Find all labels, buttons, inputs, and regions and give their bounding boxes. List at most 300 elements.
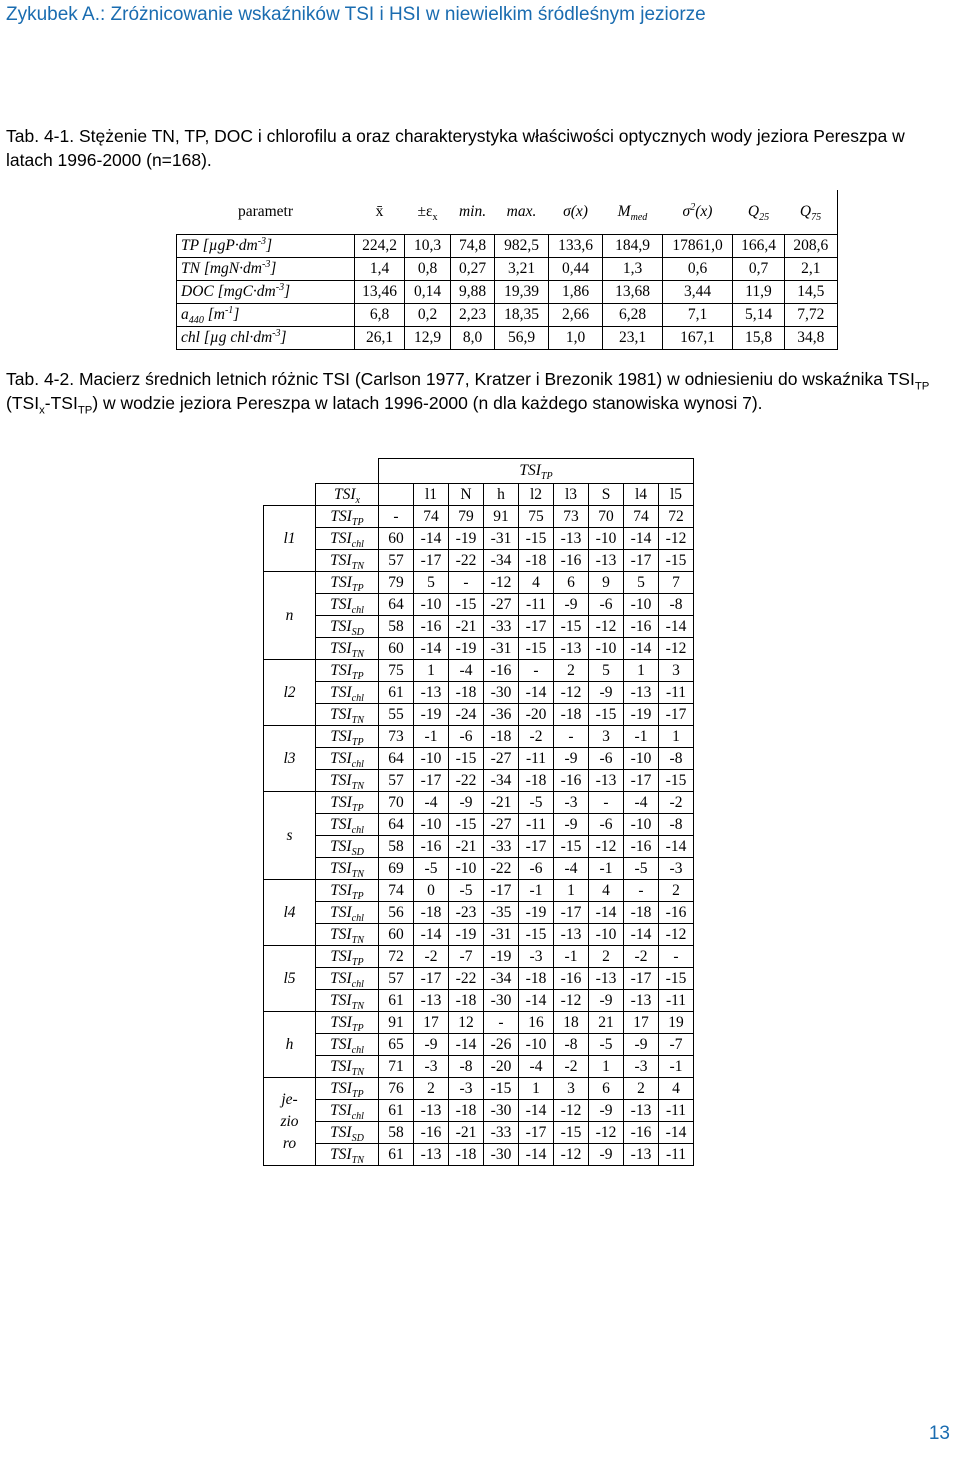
table-2-row bbox=[264, 660, 694, 682]
matrix-value: -17 bbox=[624, 550, 659, 572]
matrix-value: -21 bbox=[449, 836, 484, 858]
matrix-value: 61 bbox=[379, 682, 414, 704]
tsi-index-label: $TSI_{chl}$ bbox=[316, 594, 379, 616]
matrix-value: 9 bbox=[589, 572, 624, 594]
station-label: l1 bbox=[264, 506, 316, 572]
table-2-row bbox=[264, 1056, 694, 1078]
matrix-value: -9 bbox=[589, 682, 624, 704]
matrix-value: -15 bbox=[519, 638, 554, 660]
tsi-index-label: $TSI_{TP}$ bbox=[316, 1012, 379, 1034]
table-1-caption: Tab. 4-1. Stężenie TN, TP, DOC i chlorofilu a oraz charakterystyka właściwości optycznych wody jeziora Pereszpa w latach 1996-2000 (n=168). bbox=[6, 126, 905, 170]
table-1-row bbox=[177, 327, 838, 350]
station-label: n bbox=[264, 572, 316, 660]
matrix-value: -17 bbox=[624, 968, 659, 990]
matrix-value: -18 bbox=[484, 726, 519, 748]
matrix-value: -11 bbox=[659, 1144, 694, 1166]
table-2-row bbox=[264, 792, 694, 814]
matrix-value: - bbox=[659, 946, 694, 968]
column-header-tsi-x: $TSI_x$ bbox=[316, 484, 379, 506]
matrix-value: 17 bbox=[624, 1012, 659, 1034]
matrix-value: -17 bbox=[659, 704, 694, 726]
matrix-value: 70 bbox=[589, 506, 624, 528]
matrix-value: -20 bbox=[519, 704, 554, 726]
matrix-value: 74 bbox=[379, 880, 414, 902]
matrix-value: -2 bbox=[519, 726, 554, 748]
matrix-value: -15 bbox=[554, 616, 589, 638]
matrix-value: 6 bbox=[554, 572, 589, 594]
matrix-value: -12 bbox=[554, 1144, 589, 1166]
matrix-value: 60 bbox=[379, 638, 414, 660]
matrix-value: -14 bbox=[659, 836, 694, 858]
matrix-value: -19 bbox=[519, 902, 554, 924]
matrix-value: -15 bbox=[449, 594, 484, 616]
value-cell: 6,8 bbox=[355, 304, 405, 327]
matrix-value: -33 bbox=[484, 616, 519, 638]
tsi-index-label: $TSI_{TP}$ bbox=[316, 506, 379, 528]
matrix-value: -16 bbox=[554, 550, 589, 572]
table-1 bbox=[176, 190, 838, 350]
matrix-value: 3 bbox=[589, 726, 624, 748]
matrix-value: -19 bbox=[449, 528, 484, 550]
matrix-value: -16 bbox=[414, 836, 449, 858]
matrix-value: -18 bbox=[519, 968, 554, 990]
tsi-index-label: $TSI_{TP}$ bbox=[316, 946, 379, 968]
header-min: min. bbox=[458, 203, 487, 220]
table-2-row bbox=[264, 880, 694, 902]
matrix-value: 2 bbox=[659, 880, 694, 902]
matrix-value: -11 bbox=[659, 1100, 694, 1122]
value-cell: 166,4 bbox=[733, 235, 785, 258]
table-1-row bbox=[177, 304, 838, 327]
matrix-value: 1 bbox=[624, 660, 659, 682]
tsi-index-label: $TSI_{TP}$ bbox=[316, 726, 379, 748]
value-cell: 7,1 bbox=[663, 304, 733, 327]
matrix-value: -1 bbox=[624, 726, 659, 748]
matrix-value: 76 bbox=[379, 1078, 414, 1100]
value-cell: 1,0 bbox=[549, 327, 603, 350]
table-2-body bbox=[264, 459, 694, 1166]
matrix-value: -12 bbox=[659, 638, 694, 660]
matrix-value: 91 bbox=[484, 506, 519, 528]
matrix-value: -2 bbox=[554, 1056, 589, 1078]
matrix-value: -9 bbox=[554, 594, 589, 616]
matrix-value: -1 bbox=[589, 858, 624, 880]
tsi-index-label: $TSI_{TN}$ bbox=[316, 924, 379, 946]
matrix-value: -2 bbox=[624, 946, 659, 968]
matrix-value: -14 bbox=[519, 1100, 554, 1122]
value-cell: 18,35 bbox=[495, 304, 549, 327]
table-2-row bbox=[264, 902, 694, 924]
matrix-value: -4 bbox=[414, 792, 449, 814]
value-cell: 17861,0 bbox=[663, 235, 733, 258]
value-cell: 13,68 bbox=[603, 281, 663, 304]
matrix-value: 75 bbox=[379, 660, 414, 682]
matrix-value: -6 bbox=[449, 726, 484, 748]
matrix-value: -4 bbox=[519, 1056, 554, 1078]
matrix-value: -13 bbox=[624, 682, 659, 704]
table-1-body bbox=[177, 235, 838, 350]
matrix-value: -10 bbox=[519, 1034, 554, 1056]
matrix-value: -5 bbox=[519, 792, 554, 814]
matrix-value: 5 bbox=[414, 572, 449, 594]
table-2-row bbox=[264, 1100, 694, 1122]
matrix-value: -15 bbox=[659, 968, 694, 990]
header-error: $\pm\varepsilon_x$ bbox=[417, 203, 438, 224]
matrix-value: -10 bbox=[589, 924, 624, 946]
matrix-value: -18 bbox=[554, 704, 589, 726]
matrix-value: 4 bbox=[659, 1078, 694, 1100]
matrix-value: -22 bbox=[449, 770, 484, 792]
matrix-value: -13 bbox=[554, 924, 589, 946]
tsi-index-label: $TSI_{TP}$ bbox=[316, 572, 379, 594]
matrix-value: -16 bbox=[484, 660, 519, 682]
value-cell: 34,8 bbox=[785, 327, 838, 350]
value-cell: 1,4 bbox=[355, 258, 405, 281]
matrix-value: -16 bbox=[624, 836, 659, 858]
column-header: l4 bbox=[624, 484, 659, 506]
table-2-row bbox=[264, 726, 694, 748]
matrix-value: -7 bbox=[659, 1034, 694, 1056]
matrix-value: 58 bbox=[379, 836, 414, 858]
matrix-value: 2 bbox=[624, 1078, 659, 1100]
matrix-value: -13 bbox=[589, 550, 624, 572]
header-q25: $Q_{25}$ bbox=[747, 203, 770, 224]
matrix-value: -4 bbox=[554, 858, 589, 880]
matrix-value: -15 bbox=[554, 1122, 589, 1144]
matrix-value: -17 bbox=[519, 616, 554, 638]
value-cell: 6,28 bbox=[603, 304, 663, 327]
matrix-value: -27 bbox=[484, 748, 519, 770]
matrix-value: -10 bbox=[414, 594, 449, 616]
tsi-index-label: $TSI_{chl}$ bbox=[316, 748, 379, 770]
table-2-row bbox=[264, 770, 694, 792]
matrix-value: -16 bbox=[624, 616, 659, 638]
table-1-row bbox=[177, 258, 838, 281]
matrix-value: 57 bbox=[379, 770, 414, 792]
value-cell: 23,1 bbox=[603, 327, 663, 350]
matrix-value: -22 bbox=[449, 550, 484, 572]
matrix-value: -23 bbox=[449, 902, 484, 924]
matrix-value: -12 bbox=[659, 528, 694, 550]
value-cell: 15,8 bbox=[733, 327, 785, 350]
matrix-value: - bbox=[624, 880, 659, 902]
matrix-value: 72 bbox=[379, 946, 414, 968]
param-cell: DOC $[mgC\cdot dm^{-3}]$ bbox=[177, 281, 355, 304]
matrix-value: -33 bbox=[484, 836, 519, 858]
matrix-value: -14 bbox=[519, 1144, 554, 1166]
matrix-value: -14 bbox=[449, 1034, 484, 1056]
matrix-value: -10 bbox=[414, 748, 449, 770]
matrix-value: -3 bbox=[449, 1078, 484, 1100]
matrix-value: -15 bbox=[449, 748, 484, 770]
matrix-value: 17 bbox=[414, 1012, 449, 1034]
top-header-tsi-tp: $TSI_{TP}$ bbox=[379, 459, 694, 484]
matrix-value: -33 bbox=[484, 1122, 519, 1144]
matrix-value: -12 bbox=[659, 924, 694, 946]
matrix-value: -8 bbox=[449, 1056, 484, 1078]
matrix-value: -15 bbox=[554, 836, 589, 858]
matrix-value: -5 bbox=[624, 858, 659, 880]
matrix-value: -15 bbox=[519, 528, 554, 550]
matrix-value: -15 bbox=[589, 704, 624, 726]
matrix-value: -30 bbox=[484, 1144, 519, 1166]
tsi-index-label: $TSI_{chl}$ bbox=[316, 902, 379, 924]
matrix-value: 5 bbox=[589, 660, 624, 682]
column-header: N bbox=[449, 484, 484, 506]
matrix-value: -14 bbox=[589, 902, 624, 924]
value-cell: 0,2 bbox=[405, 304, 451, 327]
matrix-value: - bbox=[554, 726, 589, 748]
matrix-value: -21 bbox=[449, 1122, 484, 1144]
value-cell: 74,8 bbox=[451, 235, 495, 258]
value-cell: 208,6 bbox=[785, 235, 838, 258]
header-median: $M_{med}$ bbox=[617, 203, 648, 224]
matrix-value: - bbox=[484, 1012, 519, 1034]
table-1-header-row bbox=[177, 190, 838, 235]
value-cell: 184,9 bbox=[603, 235, 663, 258]
matrix-value: -26 bbox=[484, 1034, 519, 1056]
table-2-row bbox=[264, 682, 694, 704]
matrix-value: 3 bbox=[554, 1078, 589, 1100]
value-cell: 2,66 bbox=[549, 304, 603, 327]
table-2 bbox=[263, 458, 694, 1166]
matrix-value: 19 bbox=[659, 1012, 694, 1034]
matrix-value: -3 bbox=[414, 1056, 449, 1078]
matrix-value: -17 bbox=[414, 770, 449, 792]
matrix-value: -3 bbox=[554, 792, 589, 814]
matrix-value: -17 bbox=[414, 550, 449, 572]
matrix-value: -15 bbox=[484, 1078, 519, 1100]
value-cell: 982,5 bbox=[495, 235, 549, 258]
matrix-value: 70 bbox=[379, 792, 414, 814]
matrix-value: -9 bbox=[554, 748, 589, 770]
tsi-index-label: $TSI_{chl}$ bbox=[316, 814, 379, 836]
table-2-row bbox=[264, 638, 694, 660]
matrix-value: 65 bbox=[379, 1034, 414, 1056]
matrix-value: - bbox=[589, 792, 624, 814]
matrix-value: -27 bbox=[484, 814, 519, 836]
station-label: l3 bbox=[264, 726, 316, 792]
matrix-value: -13 bbox=[554, 528, 589, 550]
matrix-value: 58 bbox=[379, 1122, 414, 1144]
station-label: je- zio ro bbox=[264, 1078, 316, 1166]
matrix-value: -13 bbox=[414, 1100, 449, 1122]
station-label: l4 bbox=[264, 880, 316, 946]
matrix-value: -9 bbox=[449, 792, 484, 814]
table-2-row bbox=[264, 704, 694, 726]
matrix-value: -12 bbox=[589, 1122, 624, 1144]
matrix-value: 91 bbox=[379, 1012, 414, 1034]
value-cell: 11,9 bbox=[733, 281, 785, 304]
matrix-value: -10 bbox=[589, 528, 624, 550]
matrix-value: -3 bbox=[519, 946, 554, 968]
matrix-value: -16 bbox=[414, 1122, 449, 1144]
value-cell: 167,1 bbox=[663, 327, 733, 350]
matrix-value: 71 bbox=[379, 1056, 414, 1078]
matrix-value: - bbox=[449, 572, 484, 594]
matrix-value: -10 bbox=[414, 814, 449, 836]
tsi-index-label: $TSI_{SD}$ bbox=[316, 616, 379, 638]
matrix-value: -1 bbox=[519, 880, 554, 902]
matrix-value: 2 bbox=[589, 946, 624, 968]
matrix-value: -13 bbox=[589, 770, 624, 792]
header-variance: $\sigma^2(x)$ bbox=[682, 201, 713, 220]
matrix-value: -30 bbox=[484, 1100, 519, 1122]
matrix-value: -30 bbox=[484, 990, 519, 1012]
table-2-row bbox=[264, 836, 694, 858]
matrix-value: 64 bbox=[379, 594, 414, 616]
matrix-value: 3 bbox=[659, 660, 694, 682]
matrix-value: 12 bbox=[449, 1012, 484, 1034]
value-cell: 14,5 bbox=[785, 281, 838, 304]
table-1-row bbox=[177, 235, 838, 258]
matrix-value: -13 bbox=[624, 1100, 659, 1122]
tsi-index-label: $TSI_{chl}$ bbox=[316, 528, 379, 550]
header-mean: x̄ bbox=[375, 203, 384, 220]
matrix-value: -11 bbox=[519, 594, 554, 616]
column-header-blank bbox=[379, 484, 414, 506]
matrix-value: 61 bbox=[379, 1100, 414, 1122]
matrix-value: -24 bbox=[449, 704, 484, 726]
tsi-index-label: $TSI_{TP}$ bbox=[316, 660, 379, 682]
matrix-value: -18 bbox=[449, 1144, 484, 1166]
matrix-value: -12 bbox=[589, 836, 624, 858]
matrix-value: 60 bbox=[379, 528, 414, 550]
table-1-row bbox=[177, 281, 838, 304]
matrix-value: -12 bbox=[589, 616, 624, 638]
matrix-value: -19 bbox=[414, 704, 449, 726]
matrix-value: -8 bbox=[659, 594, 694, 616]
matrix-value: -16 bbox=[624, 1122, 659, 1144]
matrix-value: -22 bbox=[484, 858, 519, 880]
table-2-row bbox=[264, 814, 694, 836]
table-2-row bbox=[264, 946, 694, 968]
matrix-value: -10 bbox=[624, 748, 659, 770]
tsi-index-label: $TSI_{TP}$ bbox=[316, 1078, 379, 1100]
matrix-value: -18 bbox=[449, 990, 484, 1012]
matrix-value: -19 bbox=[449, 638, 484, 660]
matrix-value: -18 bbox=[624, 902, 659, 924]
matrix-value: 75 bbox=[519, 506, 554, 528]
value-cell: 224,2 bbox=[355, 235, 405, 258]
matrix-value: -10 bbox=[449, 858, 484, 880]
table-2-row bbox=[264, 924, 694, 946]
matrix-value: -18 bbox=[449, 1100, 484, 1122]
table-2-row bbox=[264, 1034, 694, 1056]
matrix-value: -8 bbox=[554, 1034, 589, 1056]
matrix-value: -11 bbox=[519, 748, 554, 770]
table-2-row bbox=[264, 990, 694, 1012]
matrix-value: -10 bbox=[624, 594, 659, 616]
column-header: l5 bbox=[659, 484, 694, 506]
matrix-value: -14 bbox=[519, 990, 554, 1012]
matrix-value: 4 bbox=[589, 880, 624, 902]
tsi-index-label: $TSI_{TN}$ bbox=[316, 770, 379, 792]
matrix-value: -18 bbox=[519, 770, 554, 792]
matrix-value: 1 bbox=[414, 660, 449, 682]
matrix-value: -31 bbox=[484, 924, 519, 946]
matrix-value: -11 bbox=[659, 990, 694, 1012]
value-cell: 10,3 bbox=[405, 235, 451, 258]
table-2-row bbox=[264, 528, 694, 550]
tsi-index-label: $TSI_{TN}$ bbox=[316, 704, 379, 726]
blank-cell bbox=[316, 459, 379, 484]
matrix-value: -2 bbox=[659, 792, 694, 814]
tsi-index-label: $TSI_{TP}$ bbox=[316, 880, 379, 902]
running-header: Zykubek A.: Zróżnicowanie wskaźników TSI i HSI w niewielkim śródleśnym jeziorze bbox=[6, 4, 706, 25]
tsi-index-label: $TSI_{chl}$ bbox=[316, 682, 379, 704]
station-label: s bbox=[264, 792, 316, 880]
table-2-row bbox=[264, 550, 694, 572]
tsi-index-label: $TSI_{TN}$ bbox=[316, 990, 379, 1012]
matrix-value: 74 bbox=[414, 506, 449, 528]
matrix-value: -17 bbox=[554, 902, 589, 924]
tsi-index-label: $TSI_{SD}$ bbox=[316, 1122, 379, 1144]
matrix-value: -31 bbox=[484, 528, 519, 550]
value-cell: 56,9 bbox=[495, 327, 549, 350]
matrix-value: -16 bbox=[414, 616, 449, 638]
value-cell: 1,3 bbox=[603, 258, 663, 281]
matrix-value: -9 bbox=[624, 1034, 659, 1056]
param-cell: chl [µg $chl\cdot dm^{-3}$] bbox=[177, 327, 355, 350]
matrix-value: -19 bbox=[449, 924, 484, 946]
tsi-index-label: $TSI_{TP}$ bbox=[316, 792, 379, 814]
matrix-value: -18 bbox=[414, 902, 449, 924]
table-2-column-header-row bbox=[264, 484, 694, 506]
matrix-value: -14 bbox=[659, 1122, 694, 1144]
page-number: 13 bbox=[928, 1423, 950, 1444]
matrix-value: -15 bbox=[659, 550, 694, 572]
matrix-value: -4 bbox=[624, 792, 659, 814]
tsi-index-label: $TSI_{chl}$ bbox=[316, 1034, 379, 1056]
matrix-value: -27 bbox=[484, 594, 519, 616]
matrix-value: -34 bbox=[484, 550, 519, 572]
value-cell: 0,27 bbox=[451, 258, 495, 281]
matrix-value: -3 bbox=[659, 858, 694, 880]
matrix-value: -18 bbox=[519, 550, 554, 572]
table-2-row bbox=[264, 594, 694, 616]
matrix-value: -14 bbox=[519, 682, 554, 704]
table-2-top-header-row bbox=[264, 459, 694, 484]
matrix-value: 1 bbox=[659, 726, 694, 748]
tsi-index-label: $TSI_{TN}$ bbox=[316, 1056, 379, 1078]
matrix-value: -19 bbox=[484, 946, 519, 968]
matrix-value: 2 bbox=[414, 1078, 449, 1100]
matrix-value: -3 bbox=[624, 1056, 659, 1078]
matrix-value: -9 bbox=[589, 990, 624, 1012]
value-cell: 26,1 bbox=[355, 327, 405, 350]
matrix-value: -6 bbox=[519, 858, 554, 880]
matrix-value: -12 bbox=[554, 1100, 589, 1122]
matrix-value: -21 bbox=[484, 792, 519, 814]
matrix-value: -1 bbox=[659, 1056, 694, 1078]
matrix-value: -14 bbox=[414, 924, 449, 946]
station-label: l2 bbox=[264, 660, 316, 726]
value-cell: 9,88 bbox=[451, 281, 495, 304]
column-header: l1 bbox=[414, 484, 449, 506]
matrix-value: 64 bbox=[379, 814, 414, 836]
matrix-value: -5 bbox=[414, 858, 449, 880]
matrix-value: 60 bbox=[379, 924, 414, 946]
matrix-value: -13 bbox=[554, 638, 589, 660]
matrix-value: 21 bbox=[589, 1012, 624, 1034]
value-cell: 2,1 bbox=[785, 258, 838, 281]
tsi-index-label: $TSI_{SD}$ bbox=[316, 836, 379, 858]
matrix-value: -11 bbox=[659, 682, 694, 704]
matrix-value: -20 bbox=[484, 1056, 519, 1078]
matrix-value: -6 bbox=[589, 814, 624, 836]
matrix-value: -14 bbox=[624, 924, 659, 946]
